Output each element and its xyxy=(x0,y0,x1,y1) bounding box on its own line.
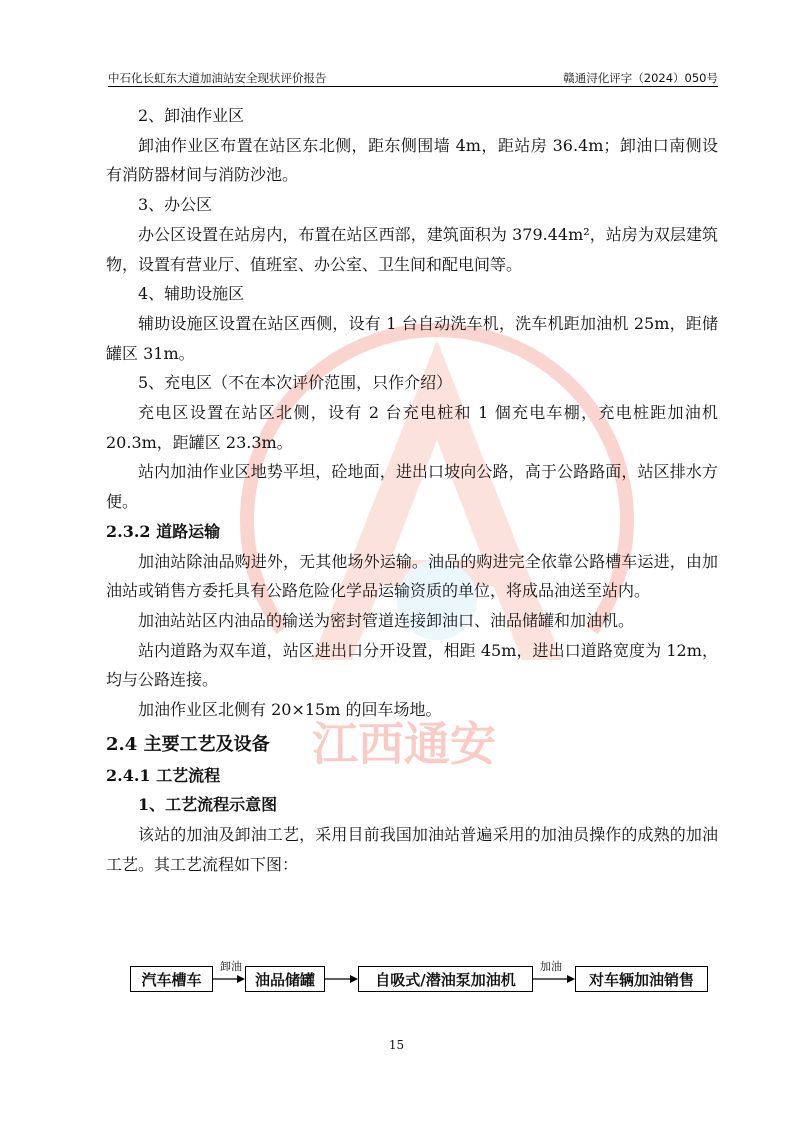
paragraph-transport-4: 加油作业区北侧有 20×15m 的回车场地。 xyxy=(138,700,442,720)
page-header xyxy=(108,66,718,87)
arrow-right-icon xyxy=(213,973,245,985)
page-body xyxy=(106,101,718,880)
arrow-right-icon xyxy=(325,973,358,985)
paragraph-terrain: 站内加油作业区地势平坦，砼地面，进出口坡向公路，高于公路路面，站区排水方便。 xyxy=(106,462,718,512)
heading-main-process: 2.4 主要工艺及设备 xyxy=(106,733,270,755)
header-report-title: 中石化长虹东大道加油站安全现状评价报告 xyxy=(108,71,327,85)
paragraph-office-area: 办公区设置在站房内，布置在站区西部，建筑面积为 379.44m²，站房为双层建筑物，设置有营业厅、值班室、办公室、卫生间和配电间等。 xyxy=(106,224,718,274)
heading-road-transport: 2.3.2 道路运输 xyxy=(106,521,221,541)
flow-box-tanker-truck: 汽车槽车 xyxy=(130,966,213,992)
section-title-auxiliary-area: 4、辅助设施区 xyxy=(138,284,245,304)
flow-box-dispenser: 自吸式/潜油泵加油机 xyxy=(358,966,533,992)
flow-arrow-label-unloading: 卸油 xyxy=(220,960,242,973)
section-title-office-area: 3、办公区 xyxy=(138,195,213,215)
heading-process-flow: 2.4.1 工艺流程 xyxy=(106,765,221,785)
header-document-number: 赣通浔化评字（2024）050号 xyxy=(563,71,718,85)
flow-box-vehicle-sales: 对车辆加油销售 xyxy=(575,966,708,992)
section-title-charging-area: 5、充电区（不在本次评价范围，只作介绍） xyxy=(138,373,453,393)
heading-flow-diagram: 1、工艺流程示意图 xyxy=(138,795,278,815)
paragraph-transport-2: 加油站站区内油品的输送为密封管道连接卸油口、油品储罐和加油机。 xyxy=(138,610,635,630)
paragraph-transport-1: 加油站除油品购进外，无其他场外运输。油品的购进完全依靠公路槽车运进，由加油站或销售方委托具有公路危险化学品运输资质的单位，将成品油送至站内。 xyxy=(106,551,718,601)
flow-arrow-label-refueling: 加油 xyxy=(540,960,562,973)
section-title-unloading-area: 2、卸油作业区 xyxy=(138,106,245,125)
watermark-text: 江西通安 xyxy=(312,717,496,770)
paragraph-auxiliary-area: 辅助设施区设置在站区西侧，设有 1 台自动洗车机，洗车机距加油机 25m，距储罐区 31m。 xyxy=(106,313,718,363)
process-flow-diagram xyxy=(130,960,710,996)
paragraph-process-intro: 该站的加油及卸油工艺，采用目前我国加油站普遍采用的加油员操作的成熟的加油工艺。其工艺流程如下图： xyxy=(106,825,718,874)
paragraph-transport-3: 站内道路为双车道，站区进出口分开设置，相距 45m，进出口道路宽度为 12m，均与公路连接。 xyxy=(106,640,718,690)
paragraph-charging-area: 充电区设置在站区北侧，设有 2 台充电桩和 1 個充电车棚，充电桩距加油机 20.3m，距罐区 23.3m。 xyxy=(106,403,718,452)
flow-box-storage-tank: 油品储罐 xyxy=(245,966,325,992)
arrow-right-icon xyxy=(533,973,575,985)
paragraph-unloading-area: 卸油作业区布置在站区东北侧，距东侧围墙 4m，距站房 36.4m；卸油口南侧设有消防器材间与消防沙池。 xyxy=(106,135,718,185)
page-number: 15 xyxy=(388,1038,405,1052)
